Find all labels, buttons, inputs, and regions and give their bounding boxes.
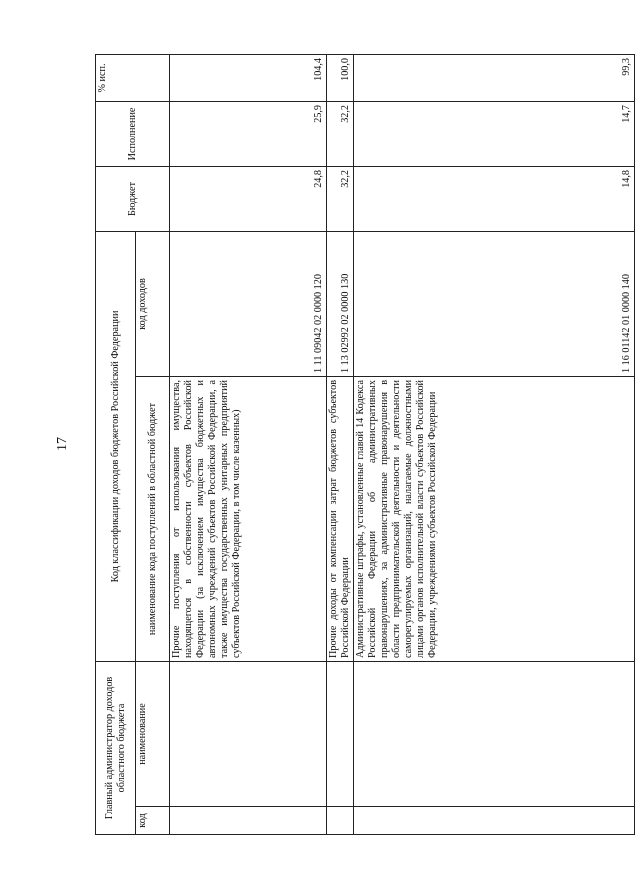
cell-income-code: 1 11 09042 02 0000 120 [170,231,327,376]
cell-admin-name [170,661,327,806]
cell-execution: 25,9 [170,101,327,166]
header-admin-name: наименование [136,661,170,806]
cell-budget: 32,2 [327,166,354,231]
header-income-code: код доходов [136,231,170,376]
cell-execution: 32,2 [327,101,354,166]
header-income-name: наименование кода поступлений в областной бюджет [136,376,170,661]
cell-income-name: Прочие доходы от компенсации затрат бюджетов субъектов Российской Федерации [327,376,354,661]
cell-admin-code [354,807,635,835]
cell-budget: 24,8 [170,166,327,231]
cell-income-code: 1 13 02992 02 0000 130 [327,231,354,376]
cell-execution: 14,7 [354,101,635,166]
header-classification-group: Код классификации доходов бюджетов Российской Федерации [96,231,136,661]
cell-percent: 104,4 [170,54,327,101]
header-admin-code: код [136,807,170,835]
income-table [95,54,635,835]
table-container [95,55,635,835]
cell-admin-name [327,661,354,806]
cell-percent: 99,3 [354,54,635,101]
cell-budget: 14,8 [354,166,635,231]
cell-admin-code [170,807,327,835]
table-row [327,54,354,834]
cell-admin-name [354,661,635,806]
table-row [354,54,635,834]
header-budget: Бюджет [96,166,170,231]
header-percent: % исп. [96,54,170,101]
header-execution: Исполнение [96,101,170,166]
table-row [170,54,327,834]
header-admin-group: Главный администратор доходов областного бюджета [96,661,136,834]
page-number: 17 [55,437,70,451]
rotated-table-frame [95,55,635,835]
cell-percent: 100,0 [327,54,354,101]
cell-income-code: 1 16 01142 01 0000 140 [354,231,635,376]
cell-income-name: Прочие поступления от использования имущества, находящегося в собственности субъектов Российской Федерации (за исключением имущества бюджетных и автономных учреждений субъектов Российской Федерации, а также имущества государственных унитарных предприятий субъектов Российской Федерации, в том числе казенных) [170,376,327,661]
cell-admin-code [327,807,354,835]
cell-income-name: Административные штрафы, установленные главой 14 Кодекса Российской Федерации об административных правонарушениях, за административные правонарушения в области предпринимательской деятельности и деятельности саморегулируемых организаций, налагаемые должностными лицами органов исполнительной власти субъектов Российской Федерации, учреждениями субъектов Российской Федерации [354,376,635,661]
